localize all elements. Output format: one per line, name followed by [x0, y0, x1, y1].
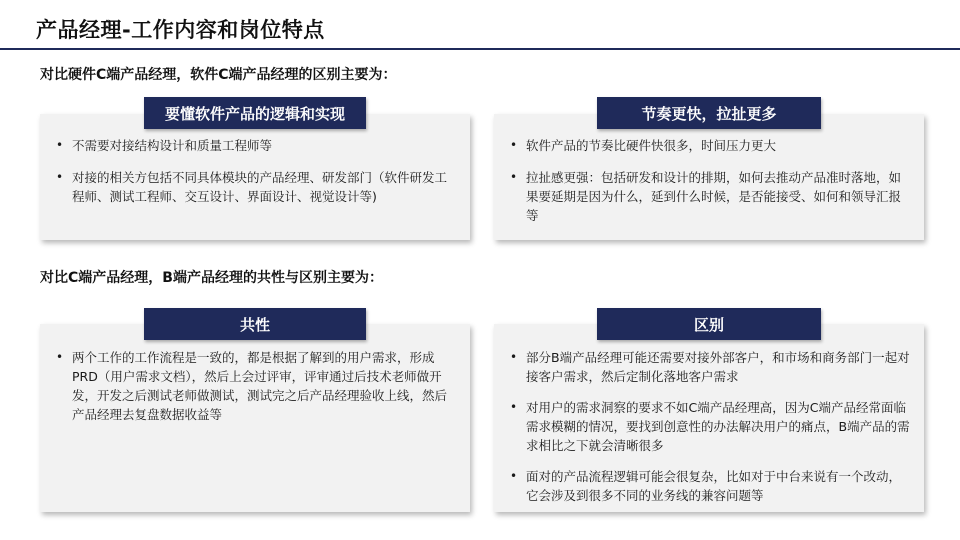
list-item-text: 面对的产品流程逻辑可能会很复杂，比如对于中台来说有一个改动，它会涉及到很多不同的业务线的兼容问题等	[526, 469, 902, 503]
list-item-text: 软件产品的节奏比硬件快很多，时间压力更大	[526, 138, 777, 153]
faster-pace-card	[494, 114, 924, 240]
commonality-card	[40, 324, 470, 512]
bullet-icon: •	[510, 138, 518, 152]
list-item-text: 对接的相关方包括不同具体模块的产品经理、研发部门（软件研发工程师、测试工程师、交互设计、界面设计、视觉设计等)	[72, 170, 448, 204]
list-item	[56, 168, 456, 206]
list-item	[56, 136, 456, 155]
faster-pace-label: 节奏更快，拉扯更多	[597, 97, 821, 129]
list-item-text: 拉扯感更强：包括研发和设计的排期，如何去推动产品准时落地，如果要延期是因为什么，延到什么时候，是否能接受、如何和领导汇报等	[526, 170, 902, 223]
page-title: 产品经理-工作内容和岗位特点	[36, 18, 325, 42]
bullet-icon: •	[510, 469, 518, 483]
list-item	[510, 467, 910, 505]
list-item	[510, 348, 910, 386]
commonality-label: 共性	[144, 308, 366, 340]
bullet-icon: •	[510, 170, 518, 184]
list-item-text: 不需要对接结构设计和质量工程师等	[72, 138, 273, 153]
list-item-text: 部分B端产品经理可能还需要对接外部客户，和市场和商务部门一起对接客户需求，然后定制化落地客户需求	[526, 350, 910, 384]
list-item	[56, 348, 456, 424]
software-logic-label: 要懂软件产品的逻辑和实现	[144, 97, 366, 129]
list-item-text: 两个工作的工作流程是一致的，都是根据了解到的用户需求，形成PRD（用户需求文档），然后上会过评审，评审通过后技术老师做开发，开发之后测试老师做测试，测试完之后产品经理验收上线，然后产品经理去复盘数据收益等	[72, 350, 448, 422]
list-item	[510, 136, 910, 155]
difference-card	[494, 324, 924, 512]
bullet-icon: •	[56, 170, 64, 184]
bullet-icon: •	[56, 138, 64, 152]
bullet-icon: •	[510, 350, 518, 364]
difference-label: 区别	[597, 308, 821, 340]
section1-heading: 对比硬件C端产品经理，软件C端产品经理的区别主要为：	[40, 67, 397, 83]
section2-heading: 对比C端产品经理，B端产品经理的共性与区别主要为：	[40, 270, 383, 286]
list-item	[510, 398, 910, 455]
software-logic-card	[40, 114, 470, 240]
title-divider	[0, 48, 960, 50]
list-item-text: 对用户的需求洞察的要求不如C端产品经理高，因为C端产品经常面临需求模糊的情况，要找到创意性的办法解决用户的痛点，B端产品的需求相比之下就会清晰很多	[526, 400, 910, 453]
bullet-icon: •	[510, 400, 518, 414]
bullet-icon: •	[56, 350, 64, 364]
list-item	[510, 168, 910, 225]
